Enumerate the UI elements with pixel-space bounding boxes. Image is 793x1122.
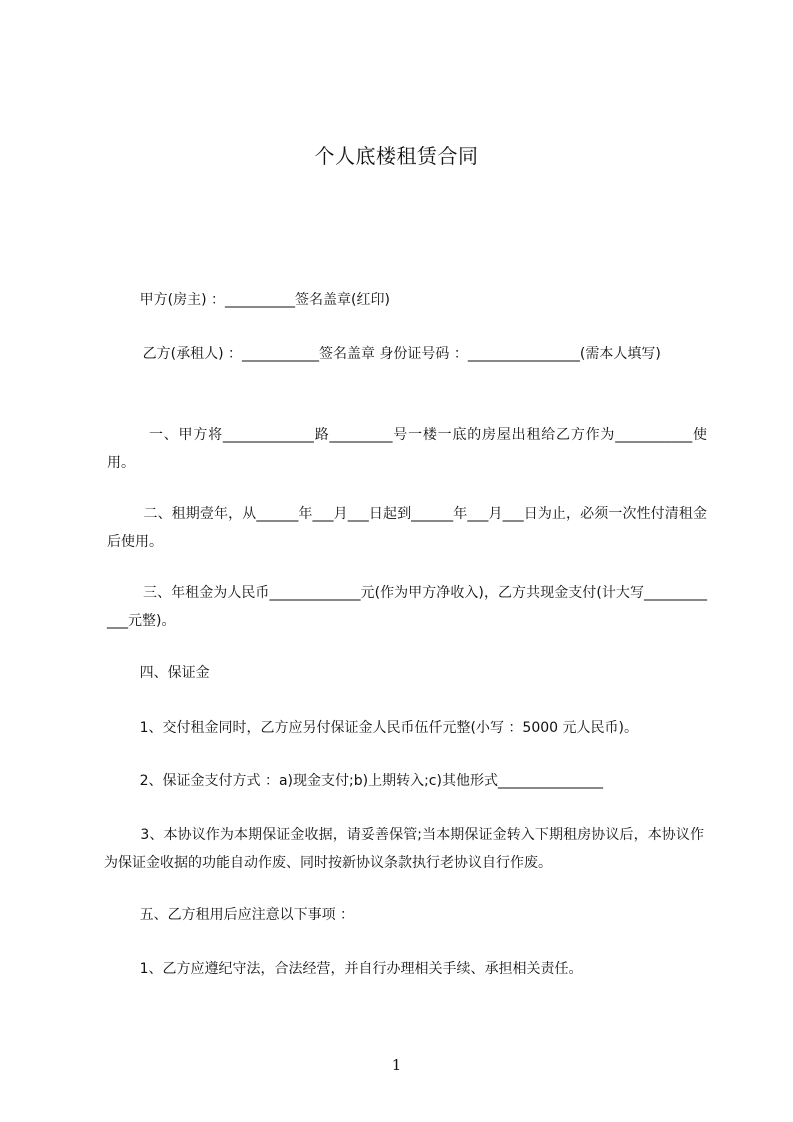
clause-4-item-1: 1、交付租金同时，乙方应另付保证金人民币伍仟元整(小写 ：5000 元人民币)。 bbox=[104, 720, 638, 736]
party-a-line: 甲方(房主) ：__________签名盖章(红印) bbox=[104, 292, 390, 308]
clause-3: 三、年租金为人民币_____________元(作为甲方净收入)，乙方共现金支付(计大写____________元整)。 bbox=[107, 585, 707, 629]
clause-1: 一、甲方将_____________路_________号一楼一底的房屋出租给乙方作为___________使用。 bbox=[107, 427, 707, 471]
clause-2: 二、租期壹年，从______年___月___日起到______年___月___日为止，必须一次性付清租金后使用。 bbox=[107, 506, 708, 550]
clause-4-heading: 四、保证金 bbox=[104, 665, 210, 681]
clause-5-item-1: 1、乙方应遵纪守法，合法经营，并自行办理相关手续、承担相关责任。 bbox=[104, 961, 583, 977]
party-b-line: 乙方(承租人) ：___________签名盖章 身份证号码 ：________________(需本人填写) bbox=[107, 346, 661, 362]
document-title: 个人底楼租赁合同 bbox=[314, 144, 479, 168]
clause-4-item-3: 3、本协议作为本期保证金收据，请妥善保管;当本期保证金转入下期租房协议后，本协议作为保证金收据的功能自动作废、同时按新协议条款执行老协议自行作废。 bbox=[104, 827, 704, 871]
clause-5-heading: 五、乙方租用后应注意以下事项 ： bbox=[104, 907, 355, 923]
page-number: 1 bbox=[391, 1056, 402, 1074]
clause-4-item-2: 2、保证金支付方式 ：a)现金支付;b)上期转入;c)其他形式_______________ bbox=[104, 773, 603, 789]
